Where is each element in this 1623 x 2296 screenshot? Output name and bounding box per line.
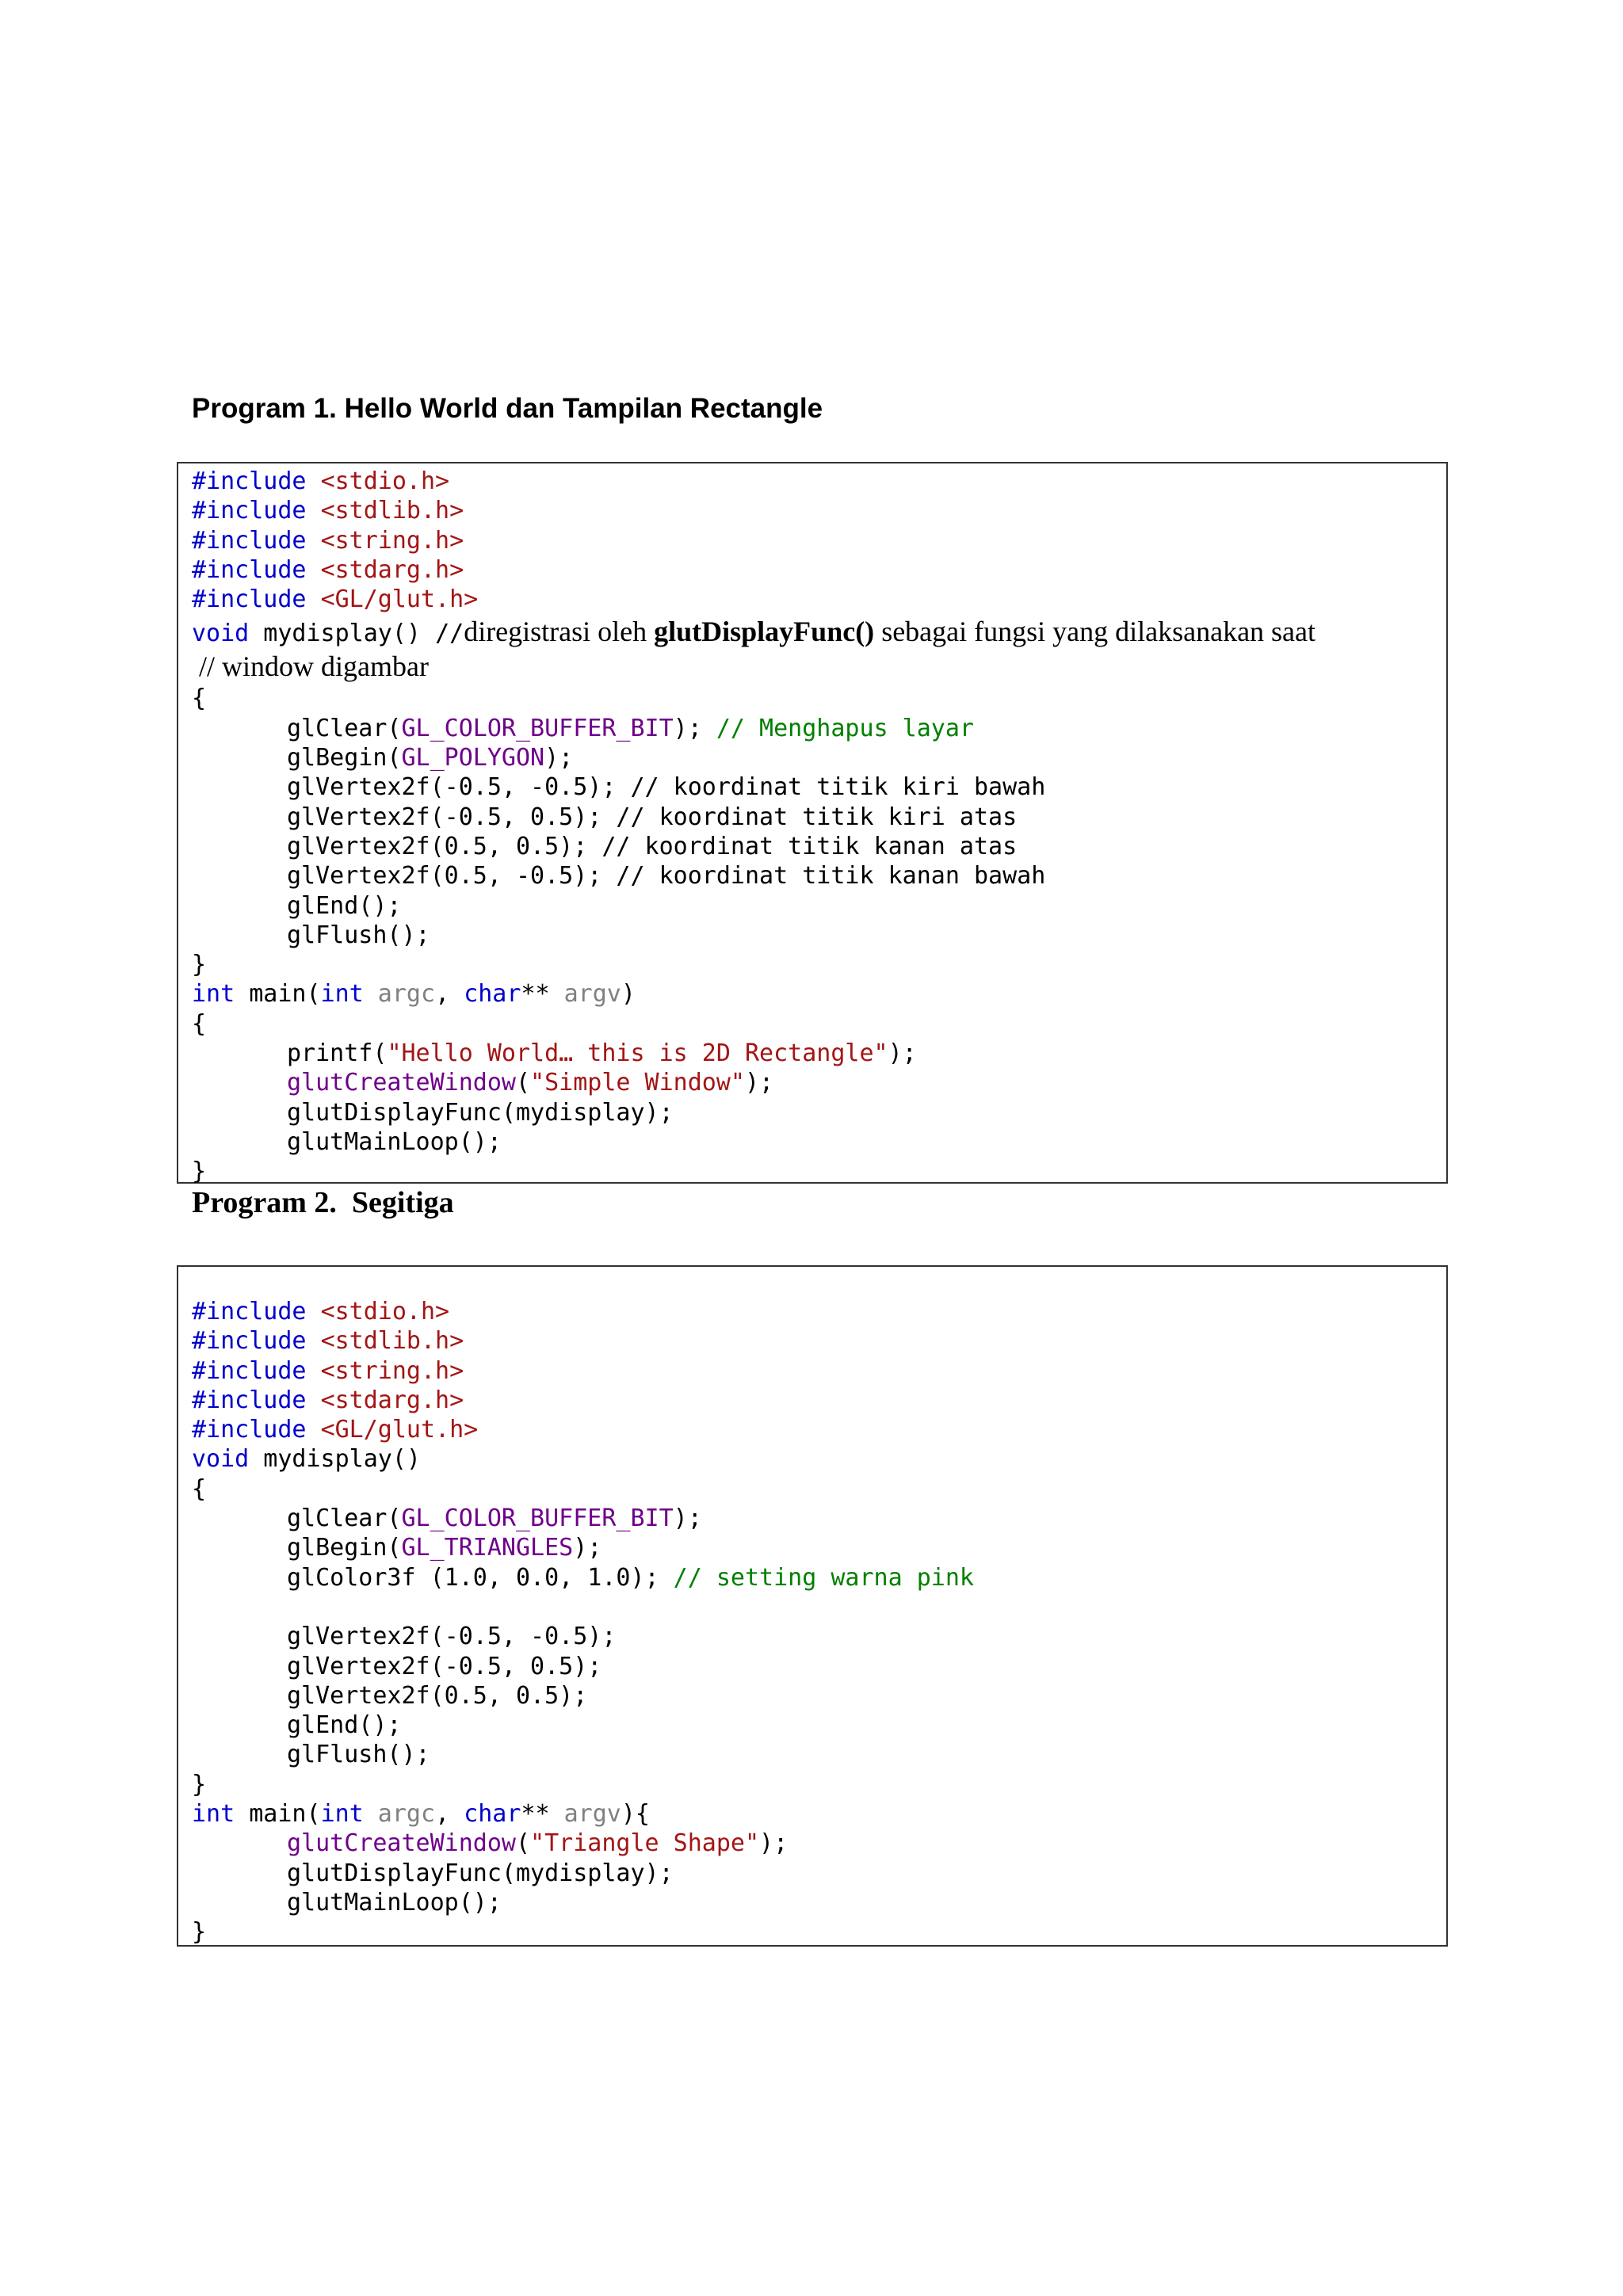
- preprocessor-directive: #include: [192, 1327, 307, 1356]
- code-line-brace: [192, 1157, 1438, 1186]
- code-text: glVertex2f(-0.5, 0.5); // koordinat titik kiri atas: [287, 803, 1018, 831]
- code-line: [192, 1888, 1438, 1917]
- open-brace: {: [192, 1009, 207, 1038]
- code-text: glVertex2f(-0.5, -0.5); // koordinat titik kiri bawah: [287, 773, 1046, 802]
- program2-code-box: [177, 1265, 1448, 1947]
- code-line-include: [192, 1356, 1438, 1386]
- code-line-include: [192, 526, 1438, 555]
- parameter: argc: [363, 980, 436, 1009]
- code-line-function-decl: [192, 1444, 1438, 1474]
- preprocessor-directive: #include: [192, 1356, 307, 1385]
- punctuation: **: [521, 1800, 564, 1829]
- punctuation: (: [515, 1069, 531, 1097]
- preprocessor-directive: #include: [192, 497, 307, 525]
- code-line-include: [192, 585, 1438, 614]
- code-line: [192, 921, 1438, 950]
- punctuation: );: [573, 1534, 602, 1562]
- code-text: glutMainLoop();: [287, 1127, 502, 1156]
- code-text: glVertex2f(0.5, 0.5);: [287, 1681, 588, 1710]
- code-text: glEnd();: [287, 1711, 402, 1740]
- keyword: int: [320, 980, 364, 1009]
- code-line-include: [192, 467, 1438, 496]
- close-brace: }: [192, 1158, 207, 1186]
- preprocessor-directive: #include: [192, 555, 307, 584]
- comment-slashes: //: [435, 620, 464, 648]
- function-name: main(: [235, 980, 321, 1009]
- code-line-include: [192, 1297, 1438, 1326]
- keyword: char: [464, 1800, 521, 1829]
- code-line: [192, 832, 1438, 861]
- keyword: void: [192, 620, 250, 648]
- header-name: <stdarg.h>: [320, 555, 464, 584]
- program1-code-box: [177, 462, 1448, 1184]
- code-line-include: [192, 555, 1438, 585]
- program1-code: [192, 467, 1438, 1187]
- string-literal: "Hello World… this is 2D Rectangle": [387, 1039, 888, 1068]
- program2-code: [192, 1297, 1438, 1947]
- function-call: glutCreateWindow: [287, 1069, 516, 1097]
- keyword: int: [192, 980, 235, 1009]
- preprocessor-directive: #include: [192, 1416, 307, 1444]
- code-line-brace: [192, 950, 1438, 979]
- punctuation: );: [759, 1829, 789, 1858]
- keyword: void: [192, 1445, 250, 1474]
- punctuation: ,: [435, 1800, 464, 1829]
- function-call: printf(: [287, 1039, 388, 1068]
- header-name: <stdarg.h>: [320, 1386, 464, 1414]
- close-brace: }: [192, 951, 207, 979]
- code-line-blank: [192, 1592, 1438, 1622]
- code-text: glFlush();: [287, 921, 430, 949]
- preprocessor-directive: #include: [192, 467, 307, 495]
- code-line: [192, 1829, 1438, 1858]
- code-line: [192, 1859, 1438, 1888]
- code-text: glVertex2f(0.5, -0.5); // koordinat titik kanan bawah: [287, 862, 1046, 891]
- code-line-function-decl: [192, 614, 1438, 649]
- header-name: <GL/glut.h>: [320, 1416, 479, 1444]
- function-signature: mydisplay(): [249, 1445, 421, 1474]
- preprocessor-directive: #include: [192, 526, 307, 555]
- code-text: glVertex2f(-0.5, -0.5);: [287, 1623, 617, 1651]
- code-line-include: [192, 1415, 1438, 1444]
- code-text: glColor3f (1.0, 0.0, 1.0);: [287, 1563, 674, 1592]
- code-line-brace: [192, 1474, 1438, 1504]
- string-literal: "Triangle Shape": [530, 1829, 760, 1858]
- function-call: glClear(: [287, 714, 402, 742]
- comment-text: diregistrasi oleh: [464, 616, 655, 648]
- code-text: glEnd();: [287, 891, 402, 920]
- punctuation: );: [888, 1039, 917, 1068]
- code-line: [192, 743, 1438, 772]
- code-line: [192, 1652, 1438, 1681]
- code-text: glVertex2f(0.5, 0.5); // koordinat titik kanan atas: [287, 832, 1018, 860]
- code-text: glVertex2f(-0.5, 0.5);: [287, 1652, 602, 1680]
- code-line-include: [192, 496, 1438, 525]
- punctuation: **: [521, 980, 564, 1009]
- code-line-brace: [192, 684, 1438, 713]
- comment: // Menghapus layar: [716, 714, 974, 742]
- keyword: char: [464, 980, 521, 1009]
- punctuation: );: [673, 1505, 702, 1533]
- punctuation: (: [515, 1829, 531, 1858]
- function-call: glBegin(: [287, 744, 402, 772]
- punctuation: ): [621, 980, 636, 1009]
- code-line: [192, 891, 1438, 921]
- function-call: glutCreateWindow: [287, 1829, 516, 1858]
- header-name: <GL/glut.h>: [320, 585, 479, 614]
- code-line-include: [192, 1386, 1438, 1415]
- open-brace: {: [192, 685, 207, 713]
- comment-text: sebagai fungsi yang dilaksanakan saat: [874, 616, 1316, 648]
- parameter: argc: [363, 1800, 436, 1829]
- comment-text: // window digambar: [192, 650, 429, 683]
- code-text: glFlush();: [287, 1741, 430, 1769]
- code-line-brace: [192, 1770, 1438, 1799]
- code-line-main-decl: [192, 979, 1438, 1009]
- preprocessor-directive: #include: [192, 1386, 307, 1414]
- code-line: [192, 1563, 1438, 1592]
- header-name: <stdlib.h>: [320, 1327, 464, 1356]
- punctuation: ,: [435, 980, 464, 1009]
- keyword: int: [192, 1800, 235, 1829]
- code-text: glutMainLoop();: [287, 1888, 502, 1917]
- punctuation: );: [744, 1069, 774, 1097]
- function-signature: mydisplay(): [249, 620, 436, 648]
- header-name: <string.h>: [320, 526, 464, 555]
- code-line: [192, 1127, 1438, 1157]
- code-line: [192, 1740, 1438, 1769]
- macro: GL_COLOR_BUFFER_BIT: [401, 714, 674, 742]
- punctuation: ){: [621, 1800, 650, 1829]
- open-brace: {: [192, 1474, 207, 1503]
- code-line-include: [192, 1326, 1438, 1356]
- code-line: [192, 861, 1438, 891]
- code-line: [192, 1681, 1438, 1711]
- code-line-main-decl: [192, 1799, 1438, 1829]
- macro: GL_POLYGON: [401, 744, 545, 772]
- comment: // setting warna pink: [673, 1563, 974, 1592]
- header-name: <string.h>: [320, 1356, 464, 1385]
- function-call: glClear(: [287, 1505, 402, 1533]
- code-line: [192, 1098, 1438, 1127]
- preprocessor-directive: #include: [192, 585, 307, 614]
- program1-heading: Program 1. Hello World dan Tampilan Rectangle: [192, 393, 823, 424]
- keyword: int: [320, 1800, 364, 1829]
- function-name: main(: [235, 1800, 321, 1829]
- punctuation: );: [544, 744, 574, 772]
- code-line: [192, 1711, 1438, 1740]
- code-line: [192, 1504, 1438, 1533]
- code-line: [192, 1039, 1438, 1068]
- code-line: [192, 714, 1438, 743]
- function-call: glBegin(: [287, 1534, 402, 1562]
- preprocessor-directive: #include: [192, 1298, 307, 1325]
- code-line-brace: [192, 1009, 1438, 1039]
- code-line: [192, 1533, 1438, 1562]
- string-literal: "Simple Window": [530, 1069, 745, 1097]
- header-name: <stdlib.h>: [320, 497, 464, 525]
- header-name: <stdio.h>: [320, 467, 450, 495]
- program2-heading: Program 2. Segitiga: [192, 1186, 454, 1219]
- parameter: argv: [563, 980, 621, 1009]
- code-text: glutDisplayFunc(mydisplay);: [287, 1098, 674, 1127]
- parameter: argv: [563, 1800, 621, 1829]
- code-line: [192, 1622, 1438, 1651]
- code-line: [192, 772, 1438, 802]
- code-line: [192, 803, 1438, 832]
- close-brace: }: [192, 1918, 207, 1947]
- header-name: <stdio.h>: [320, 1298, 450, 1325]
- macro: GL_COLOR_BUFFER_BIT: [401, 1505, 674, 1533]
- code-line-comment-continued: [192, 649, 1438, 684]
- macro: GL_TRIANGLES: [401, 1534, 574, 1562]
- close-brace: }: [192, 1770, 207, 1798]
- comment-bold-function: glutDisplayFunc(): [654, 616, 875, 648]
- code-text: glutDisplayFunc(mydisplay);: [287, 1859, 674, 1887]
- code-line: [192, 1068, 1438, 1097]
- punctuation: );: [673, 714, 716, 742]
- code-line-brace: [192, 1917, 1438, 1947]
